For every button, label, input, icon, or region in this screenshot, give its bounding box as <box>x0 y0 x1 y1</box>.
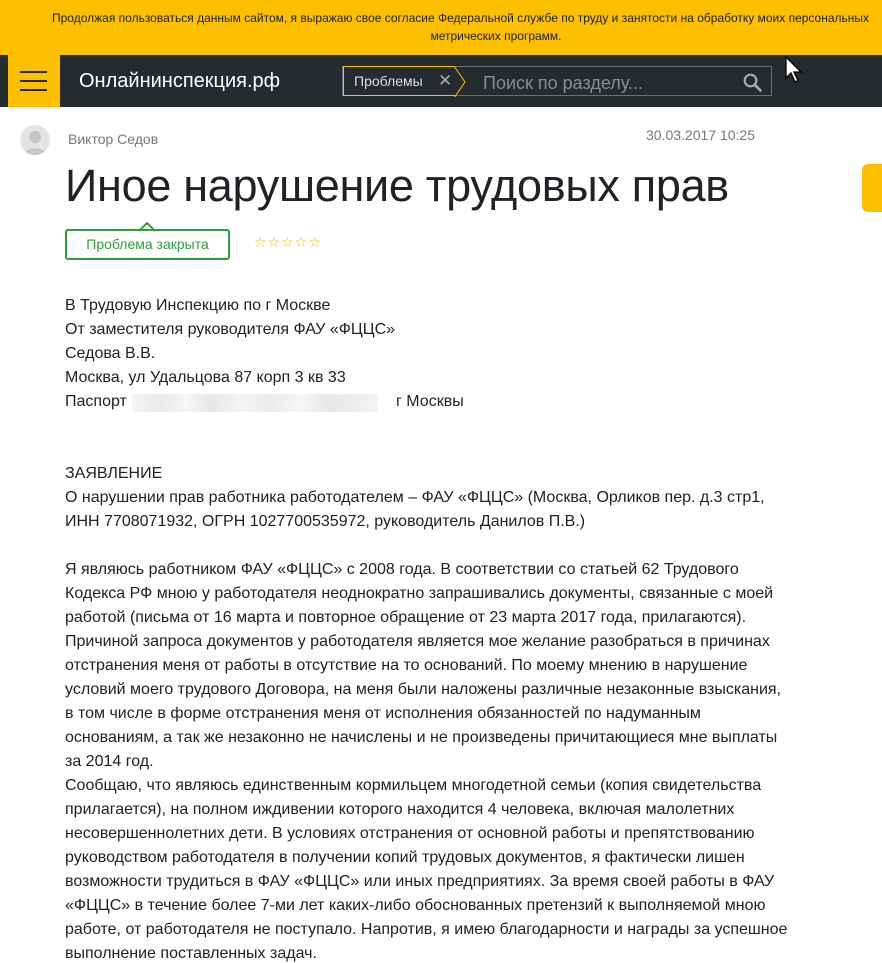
passport-label: Паспорт <box>65 393 127 410</box>
address-line: Москва, ул Удальцова 87 корп 3 кв 33 <box>65 369 346 386</box>
paragraph-line: Сообщаю, что являюсь единственным кормильцем многодетной семьи (копия свидетельства <box>65 777 762 794</box>
section-search <box>342 66 772 96</box>
user-silhouette-icon[interactable] <box>20 125 50 155</box>
paragraph-line: работой (письма от 16 марта и повторное обращение от 23 марта 2017 года, прилагаются). <box>65 609 747 626</box>
address-line: В Трудовую Инспекцию по г Москве <box>65 297 331 314</box>
side-panel-tab[interactable] <box>862 164 882 212</box>
star-outline-icon[interactable]: ☆ <box>254 234 267 250</box>
redacted-passport-number <box>132 394 378 412</box>
search-input[interactable] <box>481 71 735 95</box>
site-logo-link[interactable]: Онлайнинспекция.рф <box>79 70 281 92</box>
paragraph-line: «ФЦЦС» в течение более 7-ми лет каких-либо обоснованных претензий к выполняемой мною <box>65 897 766 914</box>
star-outline-icon[interactable]: ☆ <box>308 234 321 250</box>
paragraph-line: несовершеннолетних дети. В условиях отстранения от основной работы и препятствованию <box>65 825 755 842</box>
paragraph-line: условий моего трудового Договора, на меня были наложены различные незаконные взыскания, <box>65 681 781 698</box>
close-icon[interactable]: ✕ <box>438 71 453 90</box>
address-line: Седова В.В. <box>65 345 156 362</box>
statement-line: ИНН 7708071932, ОГРН 1027700535972, руководитель Данилов П.В.) <box>65 513 586 530</box>
mouse-pointer-icon <box>784 56 804 84</box>
star-outline-icon[interactable]: ☆ <box>267 234 281 250</box>
star-outline-icon[interactable]: ☆ <box>281 234 294 250</box>
paragraph-line: Кодекса РФ мною у работодателя неоднократно запрашивались документы, связанные с моей <box>65 585 774 602</box>
paragraph-line: Причиной запроса документов у работодателя является мое желание разобраться в причинах <box>65 633 770 650</box>
passport-city: г Москвы <box>396 393 464 410</box>
paragraph-line: за 2014 год. <box>65 753 154 770</box>
cookie-text-line-2: метрических программ. <box>430 29 562 43</box>
address-line: От заместителя руководителя ФАУ «ФЦЦС» <box>65 321 396 338</box>
site-header <box>0 55 882 107</box>
statement-line: О нарушении прав работника работодателем – ФАУ «ФЦЦС» (Москва, Орликов пер. д.3 стр1, <box>65 489 765 506</box>
paragraph-line: руководством работодателя в получении копий трудовых документов, я фактически лишен <box>65 849 745 866</box>
filter-chip[interactable] <box>343 66 455 96</box>
status-badge: Проблема закрыта <box>65 229 230 260</box>
paragraph-line: отстранения меня от работы в отсутствие на то оснований. По моему мнению в нарушение <box>65 657 748 674</box>
statement-heading: ЗАЯВЛЕНИЕ <box>65 465 163 482</box>
menu-button[interactable] <box>8 55 60 107</box>
search-icon[interactable] <box>743 73 762 92</box>
cookie-text-line-1: Продолжая пользоваться данным сайтом, я выражаю свое согласие Федеральной службе по труду и занятости на обработку моих персональных <box>52 11 870 25</box>
hamburger-icon <box>20 71 47 73</box>
filter-chip-label: Проблемы <box>354 73 423 89</box>
post-date: 30.03.2017 10:25 <box>646 127 755 143</box>
star-outline-icon[interactable]: ☆ <box>294 234 308 250</box>
paragraph-line: Я являюсь работником ФАУ «ФЦЦС» с 2008 года. В соответствии со статьей 62 Трудового <box>65 561 739 578</box>
cookie-consent-banner[interactable] <box>0 0 882 55</box>
rating-stars[interactable] <box>254 235 321 249</box>
paragraph-line: возможности трудиться в ФАУ «ФЦЦС» или иных предприятиях. За время своей работы в ФАУ <box>65 873 775 890</box>
chip-arrow-shape <box>454 67 466 97</box>
paragraph-line: основаниям, а так же незаконно не начислены и не произведены причитающиеся мне выплаты <box>65 729 778 746</box>
paragraph-line: прилагается), на полном иждивении которого находится 4 человека, включая малолетних <box>65 801 735 818</box>
paragraph-line: в том числе в форме отстранения меня от исполнения обязанностей по надуманным <box>65 705 701 722</box>
page-title: Иное нарушение трудовых прав <box>65 160 729 211</box>
paragraph-line: выполнение поставленных задач. <box>65 945 317 962</box>
author-name[interactable]: Виктор Седов <box>68 131 159 147</box>
paragraph-line: работе, от работодателя не поступало. Напротив, я имею благодарности и награды за успешное <box>65 921 788 938</box>
